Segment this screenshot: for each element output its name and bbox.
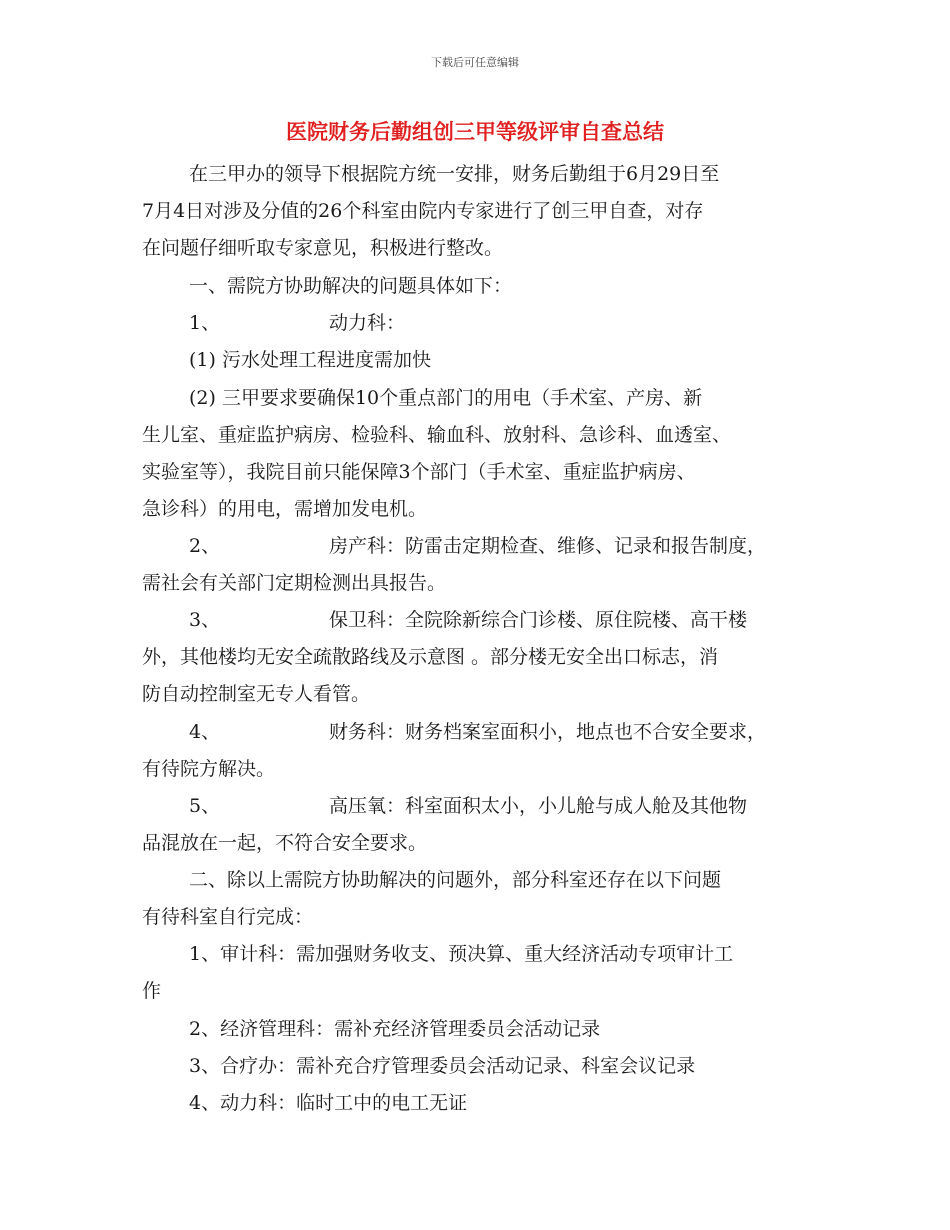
item-number: 2、 xyxy=(189,535,221,557)
item-text: 高压氧：科室面积太小，小儿舱与成人舱及其他物 xyxy=(329,795,748,817)
list-item: 4、动力科：临时工中的电工无证 xyxy=(189,1092,468,1114)
section-heading: 一、需院方协助解决的问题具体如下： xyxy=(189,275,513,297)
paragraph-line: 需社会有关部门定期检测出具报告。 xyxy=(142,572,447,594)
list-item: 1、审计科：需加强财务收支、预决算、重大经济活动专项审计工 xyxy=(189,943,734,965)
item-text: 动力科： xyxy=(329,312,406,334)
numbered-item xyxy=(189,602,747,639)
numbered-item xyxy=(189,305,405,342)
item-number: 4、 xyxy=(189,721,221,743)
paragraph-line: 防自动控制室无专人看管。 xyxy=(142,683,371,705)
item-number: 1、 xyxy=(189,312,221,334)
item-number: 5、 xyxy=(189,795,221,817)
item-text: 保卫科：全院除新综合门诊楼、原住院楼、高干楼 xyxy=(329,609,748,631)
numbered-item xyxy=(189,788,747,825)
item-text: 房产科：防雷击定期检查、维修、记录和报告制度， xyxy=(329,535,767,557)
paragraph-line: 生儿室、重症监护病房、检验科、输血科、放射科、急诊科、血透室、 xyxy=(142,424,732,446)
paragraph-line: 有待科室自行完成： xyxy=(142,906,314,928)
paragraph-line: 有待院方解决。 xyxy=(142,758,276,780)
numbered-item xyxy=(189,528,766,565)
paragraph-line: 在问题仔细听取专家意见，积极进行整改。 xyxy=(142,237,504,259)
paragraph-line: 在三甲办的领导下根据院方统一安排，财务后勤组于6月29日至 xyxy=(189,163,720,185)
paragraph-line: 作 xyxy=(142,980,162,1002)
list-item: 2、经济管理科：需补充经济管理委员会活动记录 xyxy=(189,1018,601,1040)
paragraph-line: 品混放在一起，不符合安全要求。 xyxy=(142,832,428,854)
header-note: 下载后可任意编辑 xyxy=(431,56,519,69)
paragraph-line: 实验室等），我院目前只能保障3个部门（手术室、重症监护病房、 xyxy=(142,461,696,483)
paragraph-line: 7月4日对涉及分值的26个科室由院内专家进行了创三甲自查，对存 xyxy=(142,200,704,222)
sub-item: (1) 污水处理工程进度需加快 xyxy=(189,349,431,371)
item-number: 3、 xyxy=(189,609,221,631)
list-item: 3、合疗办：需补充合疗管理委员会活动记录、科室会议记录 xyxy=(189,1055,696,1077)
section-heading: 二、除以上需院方协助解决的问题外，部分科室还存在以下问题 xyxy=(189,869,722,891)
paragraph-line: 急诊科）的用电，需增加发电机。 xyxy=(142,498,428,520)
sub-item: (2) 三甲要求要确保10个重点部门的用电（手术室、产房、新 xyxy=(189,387,703,409)
numbered-item xyxy=(189,714,766,751)
paragraph-line: 外，其他楼均无安全疏散路线及示意图 。部分楼无安全出口标志，消 xyxy=(142,646,719,668)
item-text: 财务科：财务档案室面积小，地点也不合安全要求， xyxy=(329,721,767,743)
document-title: 医院财务后勤组创三甲等级评审自查总结 xyxy=(286,120,664,144)
